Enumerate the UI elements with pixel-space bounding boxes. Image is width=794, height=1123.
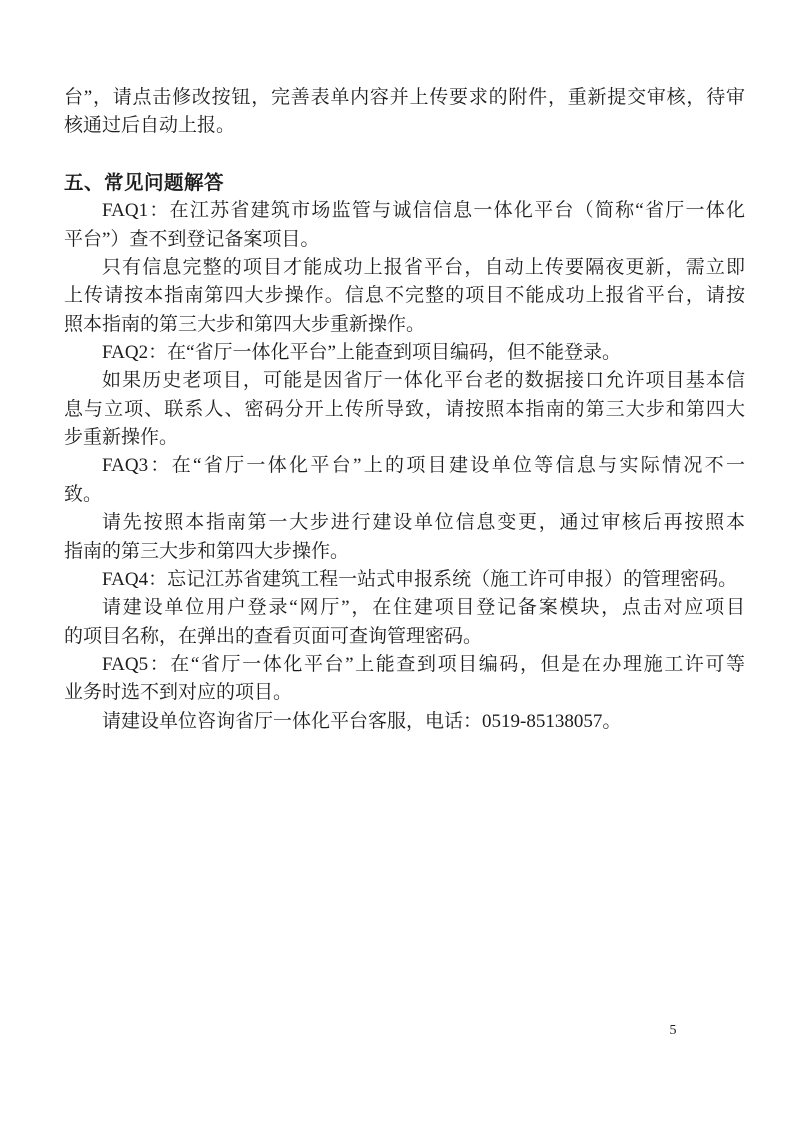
text-line: 上传请按本指南第四大步操作。信息不完整的项目不能成功上报省平台，请按 (64, 285, 745, 307)
text-line: 步重新操作。 (64, 427, 179, 449)
text-line: 息与立项、联系人、密码分开上传所导致，请按照本指南的第三大步和第四大 (64, 398, 745, 420)
text-line: FAQ5：在“省厅一体化平台”上能查到项目编码，但是在办理施工许可等 (102, 653, 745, 675)
text-line: 核通过后自动上报。 (64, 115, 236, 137)
text-line: FAQ2：在“省厅一体化平台”上能查到项目编码，但不能登录。 (102, 342, 621, 364)
blank-line (64, 141, 745, 169)
text-line: FAQ4：忘记江苏省建筑工程一站式申报系统（施工许可申报）的管理密码。 (102, 568, 738, 590)
section-heading: 五、常见问题解答 (64, 172, 225, 195)
text-line: 的项目名称，在弹出的查看页面可查询管理密码。 (64, 625, 483, 647)
text-line: 请先按照本指南第一大步进行建设单位信息变更，通过审核后再按照本 (102, 512, 745, 534)
text-line: 指南的第三大步和第四大步操作。 (64, 540, 350, 562)
text-line: 如果历史老项目，可能是因省厅一体化平台老的数据接口允许项目基本信 (102, 370, 745, 392)
text-line: 致。 (64, 483, 103, 505)
page-number: 5 (669, 1023, 677, 1038)
text-line: FAQ1：在江苏省建筑市场监管与诚信信息一体化平台（简称“省厅一体化 (102, 200, 745, 222)
document-body (64, 84, 745, 736)
text-line: 请建设单位用户登录“网厅”，在住建项目登记备案模块，点击对应项目 (102, 597, 745, 619)
text-line: 只有信息完整的项目才能成功上报省平台，自动上传要隔夜更新，需立即 (102, 257, 745, 279)
text-line: 请建设单位咨询省厅一体化平台客服，电话：0519-85138057。 (102, 710, 622, 732)
text-line: FAQ3：在“省厅一体化平台”上的项目建设单位等信息与实际情况不一 (102, 455, 745, 477)
text-line: 平台”）查不到登记备案项目。 (64, 228, 320, 250)
text-line: 照本指南的第三大步和第四大步重新操作。 (64, 313, 426, 335)
text-line: 业务时选不到对应的项目。 (64, 682, 293, 704)
text-line: 台”，请点击修改按钮，完善表单内容并上传要求的附件，重新提交审核，待审 (64, 87, 745, 108)
